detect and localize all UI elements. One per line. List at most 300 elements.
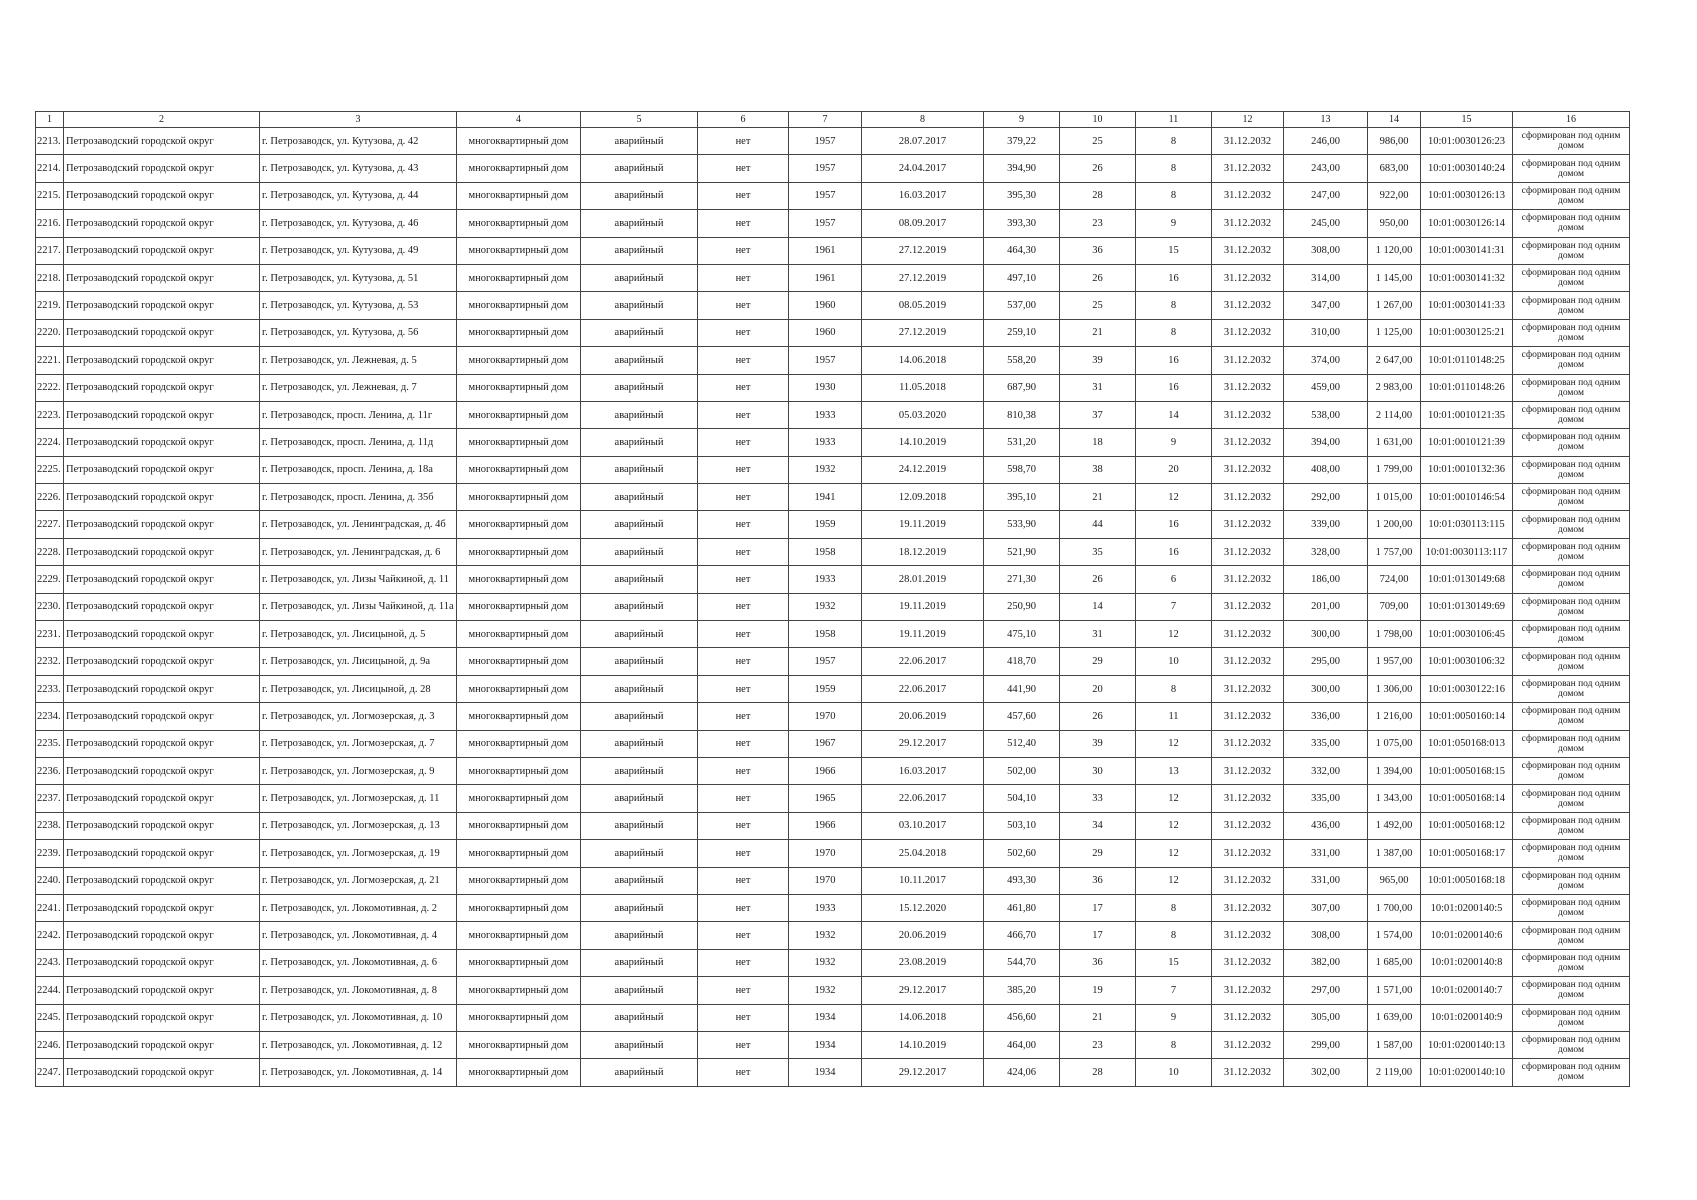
cell-resettlement-deadline: 31.12.2032 [1212,538,1284,565]
cell-living-area: 394,00 [1284,429,1368,456]
cell-municipality: Петрозаводский городской округ [64,621,260,648]
table-row [36,894,1630,921]
cell-land-status: сформирован под одним домом [1513,675,1630,702]
cell-cultural-heritage: нет [698,538,789,565]
header-row [36,112,1630,128]
cell-address: г. Петрозаводск, ул. Ленинградская, д. 6 [260,538,457,565]
cell-build-year: 1960 [789,319,862,346]
cell-residents: 21 [1060,319,1136,346]
cell-living-area: 374,00 [1284,347,1368,374]
cell-cultural-heritage: нет [698,484,789,511]
cell-municipality: Петрозаводский городской округ [64,1059,260,1086]
cell-municipality: Петрозаводский городской округ [64,1031,260,1058]
cell-cadastral-number: 10:01:0050168:18 [1421,867,1513,894]
cell-building-type: многоквартирный дом [457,319,581,346]
table-row [36,264,1630,291]
column-header-7: 7 [789,112,862,128]
cell-total-area: 537,00 [984,292,1060,319]
cell-condition: аварийный [581,374,698,401]
cell-resettlement-deadline: 31.12.2032 [1212,730,1284,757]
cell-recognition-date: 25.04.2018 [862,840,984,867]
housing-register-table [35,111,1630,1087]
cell-cultural-heritage: нет [698,812,789,839]
cell-address: г. Петрозаводск, ул. Логмозерская, д. 21 [260,867,457,894]
cell-residents: 29 [1060,648,1136,675]
table-row [36,347,1630,374]
cell-land-area: 1 799,00 [1368,456,1421,483]
column-header-13: 13 [1284,112,1368,128]
cell-row-number: 2217. [36,237,64,264]
cell-building-type: многоквартирный дом [457,785,581,812]
cell-municipality: Петрозаводский городской округ [64,347,260,374]
cell-condition: аварийный [581,292,698,319]
cell-land-area: 1 798,00 [1368,621,1421,648]
cell-residents: 36 [1060,949,1136,976]
cell-land-status: сформирован под одним домом [1513,456,1630,483]
cell-row-number: 2214. [36,155,64,182]
column-header-5: 5 [581,112,698,128]
cell-recognition-date: 19.11.2019 [862,593,984,620]
cell-build-year: 1957 [789,648,862,675]
cell-building-type: многоквартирный дом [457,401,581,428]
cell-land-status: сформирован под одним домом [1513,128,1630,155]
cell-recognition-date: 22.06.2017 [862,648,984,675]
cell-address: г. Петрозаводск, ул. Кутузова, д. 53 [260,292,457,319]
cell-recognition-date: 16.03.2017 [862,182,984,209]
cell-address: г. Петрозаводск, ул. Логмозерская, д. 19 [260,840,457,867]
cell-building-type: многоквартирный дом [457,292,581,319]
cell-cultural-heritage: нет [698,264,789,291]
cell-cultural-heritage: нет [698,292,789,319]
cell-living-area: 332,00 [1284,757,1368,784]
cell-resettlement-deadline: 31.12.2032 [1212,484,1284,511]
cell-living-area: 347,00 [1284,292,1368,319]
cell-municipality: Петрозаводский городской округ [64,264,260,291]
cell-land-status: сформирован под одним домом [1513,538,1630,565]
cell-living-area: 302,00 [1284,1059,1368,1086]
cell-build-year: 1930 [789,374,862,401]
cell-address: г. Петрозаводск, просп. Ленина, д. 11д [260,429,457,456]
cell-build-year: 1933 [789,429,862,456]
cell-recognition-date: 05.03.2020 [862,401,984,428]
cell-address: г. Петрозаводск, ул. Локомотивная, д. 4 [260,922,457,949]
table-row [36,1031,1630,1058]
table-row [36,538,1630,565]
cell-resettlement-deadline: 31.12.2032 [1212,593,1284,620]
cell-building-type: многоквартирный дом [457,484,581,511]
cell-address: г. Петрозаводск, ул. Ленинградская, д. 4б [260,511,457,538]
cell-cadastral-number: 10:01:0010121:35 [1421,401,1513,428]
cell-apartments: 8 [1136,894,1212,921]
cell-apartments: 13 [1136,757,1212,784]
column-header-1: 1 [36,112,64,128]
cell-recognition-date: 24.04.2017 [862,155,984,182]
cell-municipality: Петрозаводский городской округ [64,867,260,894]
cell-row-number: 2245. [36,1004,64,1031]
cell-resettlement-deadline: 31.12.2032 [1212,319,1284,346]
cell-condition: аварийный [581,182,698,209]
table-row [36,977,1630,1004]
cell-land-status: сформирован под одним домом [1513,511,1630,538]
cell-recognition-date: 22.06.2017 [862,785,984,812]
cell-recognition-date: 19.11.2019 [862,511,984,538]
cell-address: г. Петрозаводск, ул. Лизы Чайкиной, д. 11а [260,593,457,620]
table-row [36,840,1630,867]
cell-land-status: сформирован под одним домом [1513,319,1630,346]
cell-build-year: 1958 [789,538,862,565]
cell-apartments: 8 [1136,182,1212,209]
cell-total-area: 531,20 [984,429,1060,456]
cell-land-area: 986,00 [1368,128,1421,155]
cell-total-area: 259,10 [984,319,1060,346]
column-header-10: 10 [1060,112,1136,128]
cell-municipality: Петрозаводский городской округ [64,894,260,921]
cell-land-area: 2 114,00 [1368,401,1421,428]
cell-living-area: 295,00 [1284,648,1368,675]
cell-cadastral-number: 10:01:0010146:54 [1421,484,1513,511]
cell-recognition-date: 03.10.2017 [862,812,984,839]
cell-municipality: Петрозаводский городской округ [64,456,260,483]
cell-total-area: 687,90 [984,374,1060,401]
cell-land-status: сформирован под одним домом [1513,292,1630,319]
cell-living-area: 459,00 [1284,374,1368,401]
cell-building-type: многоквартирный дом [457,703,581,730]
table-row [36,484,1630,511]
cell-total-area: 497,10 [984,264,1060,291]
cell-build-year: 1959 [789,511,862,538]
cell-cadastral-number: 10:01:0130149:68 [1421,566,1513,593]
cell-land-status: сформирован под одним домом [1513,347,1630,374]
cell-cultural-heritage: нет [698,456,789,483]
cell-building-type: многоквартирный дом [457,867,581,894]
cell-apartments: 10 [1136,1059,1212,1086]
cell-land-status: сформирован под одним домом [1513,648,1630,675]
cell-apartments: 9 [1136,210,1212,237]
cell-apartments: 12 [1136,785,1212,812]
cell-building-type: многоквартирный дом [457,922,581,949]
cell-cultural-heritage: нет [698,648,789,675]
cell-cultural-heritage: нет [698,949,789,976]
cell-address: г. Петрозаводск, ул. Лежневая, д. 5 [260,347,457,374]
cell-residents: 33 [1060,785,1136,812]
cell-address: г. Петрозаводск, ул. Кутузова, д. 51 [260,264,457,291]
cell-recognition-date: 27.12.2019 [862,264,984,291]
cell-recognition-date: 22.06.2017 [862,675,984,702]
cell-cultural-heritage: нет [698,593,789,620]
cell-recognition-date: 12.09.2018 [862,484,984,511]
cell-land-status: сформирован под одним домом [1513,593,1630,620]
cell-apartments: 16 [1136,264,1212,291]
cell-row-number: 2219. [36,292,64,319]
cell-condition: аварийный [581,1004,698,1031]
cell-building-type: многоквартирный дом [457,155,581,182]
cell-land-status: сформирован под одним домом [1513,1059,1630,1086]
cell-land-status: сформирован под одним домом [1513,401,1630,428]
cell-apartments: 12 [1136,840,1212,867]
cell-land-status: сформирован под одним домом [1513,949,1630,976]
cell-recognition-date: 18.12.2019 [862,538,984,565]
cell-resettlement-deadline: 31.12.2032 [1212,1059,1284,1086]
table-row [36,730,1630,757]
cell-total-area: 558,20 [984,347,1060,374]
cell-recognition-date: 16.03.2017 [862,757,984,784]
cell-resettlement-deadline: 31.12.2032 [1212,429,1284,456]
cell-resettlement-deadline: 31.12.2032 [1212,977,1284,1004]
cell-cadastral-number: 10:01:0200140:9 [1421,1004,1513,1031]
cell-land-area: 724,00 [1368,566,1421,593]
cell-building-type: многоквартирный дом [457,894,581,921]
cell-row-number: 2231. [36,621,64,648]
cell-address: г. Петрозаводск, просп. Ленина, д. 11г [260,401,457,428]
cell-land-status: сформирован под одним домом [1513,812,1630,839]
cell-residents: 26 [1060,703,1136,730]
cell-row-number: 2240. [36,867,64,894]
cell-municipality: Петрозаводский городской округ [64,648,260,675]
cell-total-area: 379,22 [984,128,1060,155]
cell-address: г. Петрозаводск, ул. Локомотивная, д. 10 [260,1004,457,1031]
cell-building-type: многоквартирный дом [457,675,581,702]
cell-residents: 28 [1060,182,1136,209]
cell-land-status: сформирован под одним домом [1513,182,1630,209]
cell-row-number: 2228. [36,538,64,565]
cell-address: г. Петрозаводск, ул. Кутузова, д. 49 [260,237,457,264]
cell-row-number: 2244. [36,977,64,1004]
cell-cadastral-number: 10:01:0050160:14 [1421,703,1513,730]
cell-recognition-date: 23.08.2019 [862,949,984,976]
cell-total-area: 441,90 [984,675,1060,702]
cell-living-area: 299,00 [1284,1031,1368,1058]
cell-row-number: 2218. [36,264,64,291]
cell-municipality: Петрозаводский городской округ [64,182,260,209]
cell-resettlement-deadline: 31.12.2032 [1212,237,1284,264]
cell-recognition-date: 08.09.2017 [862,210,984,237]
cell-condition: аварийный [581,347,698,374]
cell-condition: аварийный [581,429,698,456]
cell-condition: аварийный [581,1059,698,1086]
cell-build-year: 1933 [789,894,862,921]
cell-building-type: многоквартирный дом [457,538,581,565]
cell-resettlement-deadline: 31.12.2032 [1212,401,1284,428]
cell-cultural-heritage: нет [698,840,789,867]
column-header-11: 11 [1136,112,1212,128]
cell-building-type: многоквартирный дом [457,1031,581,1058]
cell-total-area: 461,80 [984,894,1060,921]
cell-address: г. Петрозаводск, ул. Логмозерская, д. 13 [260,812,457,839]
cell-total-area: 466,70 [984,922,1060,949]
cell-cadastral-number: 10:01:0030106:32 [1421,648,1513,675]
cell-municipality: Петрозаводский городской округ [64,785,260,812]
table-row [36,319,1630,346]
cell-build-year: 1933 [789,566,862,593]
cell-condition: аварийный [581,867,698,894]
cell-build-year: 1961 [789,264,862,291]
cell-total-area: 598,70 [984,456,1060,483]
cell-resettlement-deadline: 31.12.2032 [1212,840,1284,867]
cell-apartments: 7 [1136,977,1212,1004]
column-header-15: 15 [1421,112,1513,128]
cell-total-area: 424,06 [984,1059,1060,1086]
cell-row-number: 2237. [36,785,64,812]
cell-build-year: 1957 [789,155,862,182]
cell-living-area: 243,00 [1284,155,1368,182]
cell-residents: 34 [1060,812,1136,839]
cell-recognition-date: 28.07.2017 [862,128,984,155]
cell-total-area: 533,90 [984,511,1060,538]
cell-cadastral-number: 10:01:030113:115 [1421,511,1513,538]
cell-cadastral-number: 10:01:0030113:117 [1421,538,1513,565]
cell-land-status: сформирован под одним домом [1513,894,1630,921]
cell-land-area: 1 957,00 [1368,648,1421,675]
cell-municipality: Петрозаводский городской округ [64,511,260,538]
cell-apartments: 12 [1136,812,1212,839]
cell-resettlement-deadline: 31.12.2032 [1212,621,1284,648]
cell-living-area: 331,00 [1284,867,1368,894]
cell-living-area: 300,00 [1284,621,1368,648]
cell-build-year: 1959 [789,675,862,702]
column-header-6: 6 [698,112,789,128]
cell-total-area: 418,70 [984,648,1060,675]
cell-row-number: 2225. [36,456,64,483]
cell-land-status: сформирован под одним домом [1513,730,1630,757]
column-header-4: 4 [457,112,581,128]
cell-build-year: 1932 [789,593,862,620]
cell-recognition-date: 08.05.2019 [862,292,984,319]
cell-municipality: Петрозаводский городской округ [64,484,260,511]
table-row [36,703,1630,730]
cell-apartments: 16 [1136,347,1212,374]
cell-address: г. Петрозаводск, ул. Локомотивная, д. 14 [260,1059,457,1086]
cell-building-type: многоквартирный дом [457,1059,581,1086]
cell-land-status: сформирован под одним домом [1513,840,1630,867]
cell-build-year: 1957 [789,347,862,374]
cell-living-area: 538,00 [1284,401,1368,428]
cell-total-area: 393,30 [984,210,1060,237]
cell-municipality: Петрозаводский городской округ [64,566,260,593]
cell-cadastral-number: 10:01:0050168:17 [1421,840,1513,867]
cell-living-area: 408,00 [1284,456,1368,483]
cell-municipality: Петрозаводский городской округ [64,840,260,867]
cell-cadastral-number: 10:01:0030141:32 [1421,264,1513,291]
cell-total-area: 503,10 [984,812,1060,839]
cell-build-year: 1970 [789,703,862,730]
cell-residents: 39 [1060,730,1136,757]
cell-cadastral-number: 10:01:0050168:14 [1421,785,1513,812]
table-row [36,621,1630,648]
cell-cadastral-number: 10:01:0010132:36 [1421,456,1513,483]
cell-condition: аварийный [581,840,698,867]
cell-cultural-heritage: нет [698,128,789,155]
cell-address: г. Петрозаводск, ул. Кутузова, д. 46 [260,210,457,237]
cell-land-status: сформирован под одним домом [1513,1031,1630,1058]
cell-residents: 23 [1060,210,1136,237]
cell-condition: аварийный [581,593,698,620]
cell-living-area: 308,00 [1284,237,1368,264]
cell-resettlement-deadline: 31.12.2032 [1212,812,1284,839]
cell-condition: аварийный [581,319,698,346]
cell-address: г. Петрозаводск, ул. Лизы Чайкиной, д. 11 [260,566,457,593]
cell-cultural-heritage: нет [698,675,789,702]
cell-living-area: 310,00 [1284,319,1368,346]
cell-build-year: 1932 [789,949,862,976]
cell-land-status: сформирован под одним домом [1513,922,1630,949]
cell-apartments: 8 [1136,155,1212,182]
cell-residents: 36 [1060,237,1136,264]
cell-resettlement-deadline: 31.12.2032 [1212,894,1284,921]
cell-build-year: 1932 [789,977,862,1004]
cell-resettlement-deadline: 31.12.2032 [1212,703,1284,730]
table-row [36,1059,1630,1086]
cell-living-area: 300,00 [1284,675,1368,702]
cell-land-status: сформирован под одним домом [1513,264,1630,291]
cell-recognition-date: 10.11.2017 [862,867,984,894]
cell-building-type: многоквартирный дом [457,621,581,648]
cell-municipality: Петрозаводский городской округ [64,757,260,784]
cell-cadastral-number: 10:01:0050168:12 [1421,812,1513,839]
cell-cadastral-number: 10:01:0110148:25 [1421,347,1513,374]
cell-apartments: 16 [1136,538,1212,565]
cell-building-type: многоквартирный дом [457,1004,581,1031]
cell-row-number: 2226. [36,484,64,511]
cell-building-type: многоквартирный дом [457,757,581,784]
cell-cadastral-number: 10:01:0030125:21 [1421,319,1513,346]
cell-condition: аварийный [581,511,698,538]
cell-residents: 26 [1060,155,1136,182]
cell-land-area: 1 571,00 [1368,977,1421,1004]
cell-living-area: 292,00 [1284,484,1368,511]
cell-row-number: 2236. [36,757,64,784]
cell-land-area: 1 343,00 [1368,785,1421,812]
cell-cultural-heritage: нет [698,703,789,730]
cell-condition: аварийный [581,922,698,949]
table-row [36,566,1630,593]
cell-living-area: 307,00 [1284,894,1368,921]
cell-municipality: Петрозаводский городской округ [64,703,260,730]
cell-cadastral-number: 10:01:0200140:5 [1421,894,1513,921]
cell-municipality: Петрозаводский городской округ [64,237,260,264]
cell-land-area: 1 216,00 [1368,703,1421,730]
cell-municipality: Петрозаводский городской округ [64,374,260,401]
cell-municipality: Петрозаводский городской округ [64,128,260,155]
cell-address: г. Петрозаводск, ул. Лежневая, д. 7 [260,374,457,401]
cell-land-status: сформирован под одним домом [1513,237,1630,264]
cell-total-area: 271,30 [984,566,1060,593]
table-row [36,867,1630,894]
cell-cadastral-number: 10:01:0200140:10 [1421,1059,1513,1086]
cell-resettlement-deadline: 31.12.2032 [1212,1004,1284,1031]
column-header-9: 9 [984,112,1060,128]
cell-total-area: 464,00 [984,1031,1060,1058]
cell-address: г. Петрозаводск, ул. Кутузова, д. 56 [260,319,457,346]
cell-cadastral-number: 10:01:0030126:23 [1421,128,1513,155]
cell-resettlement-deadline: 31.12.2032 [1212,264,1284,291]
cell-apartments: 16 [1136,511,1212,538]
cell-building-type: многоквартирный дом [457,840,581,867]
cell-residents: 26 [1060,566,1136,593]
cell-resettlement-deadline: 31.12.2032 [1212,949,1284,976]
cell-residents: 29 [1060,840,1136,867]
table-row [36,785,1630,812]
cell-resettlement-deadline: 31.12.2032 [1212,757,1284,784]
cell-residents: 26 [1060,264,1136,291]
cell-row-number: 2235. [36,730,64,757]
cell-recognition-date: 27.12.2019 [862,319,984,346]
cell-residents: 35 [1060,538,1136,565]
cell-row-number: 2230. [36,593,64,620]
cell-resettlement-deadline: 31.12.2032 [1212,456,1284,483]
cell-condition: аварийный [581,703,698,730]
cell-land-status: сформирован под одним домом [1513,703,1630,730]
cell-land-status: сформирован под одним домом [1513,210,1630,237]
